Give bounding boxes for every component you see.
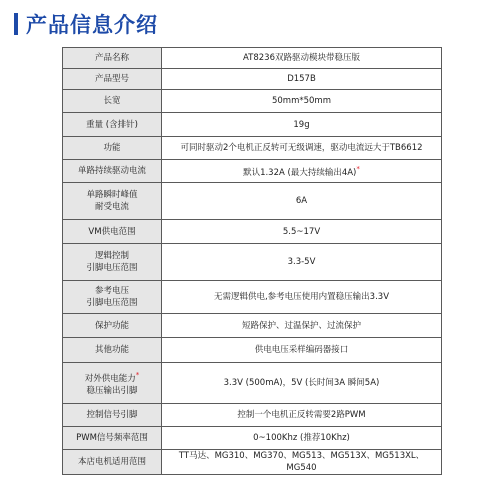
row-value: 0~100Khz (推荐10Khz) <box>162 427 442 450</box>
row-label-line: 引脚电压范围 <box>86 298 138 308</box>
table-row <box>63 363 442 404</box>
table-row <box>63 69 442 90</box>
title-block <box>14 8 158 40</box>
row-value: 6A <box>162 183 442 220</box>
row-label <box>63 363 162 404</box>
row-value: 5.5~17V <box>162 220 442 244</box>
table-row <box>63 113 442 137</box>
table-row <box>63 220 442 244</box>
row-label-line: 对外供电能力 <box>84 373 136 384</box>
table-row <box>63 427 442 450</box>
row-value: 19g <box>162 113 442 137</box>
table-row <box>63 338 442 363</box>
row-value: TT马达、MG310、MG370、MG513、MG513X、MG513XL、MG540 <box>162 450 442 475</box>
row-value: 可同时驱动2个电机正反转可无级调速，驱动电流远大于TB6612 <box>162 137 442 160</box>
row-label-line: 参考电压 <box>94 286 129 296</box>
row-label: 产品名称 <box>63 48 162 69</box>
title-accent-bar <box>14 13 18 35</box>
table-row <box>63 404 442 427</box>
row-value: 供电电压采样编码器接口 <box>162 338 442 363</box>
row-label: 单路持续驱动电流 <box>63 160 162 183</box>
row-label-line: 耐受电流 <box>94 202 129 212</box>
page-title: 产品信息介绍 <box>26 13 158 37</box>
row-value: AT8236双路驱动模块带稳压版 <box>162 48 442 69</box>
table-row <box>63 244 442 281</box>
row-label: VM供电范围 <box>63 220 162 244</box>
table-row <box>63 314 442 338</box>
row-label-line: 逻辑控制 <box>94 251 129 261</box>
row-value: 无需逻辑供电,参考电压使用内置稳压输出3.3V <box>162 281 442 314</box>
row-label: PWM信号频率范围 <box>63 427 162 450</box>
asterisk-mark: * <box>356 164 360 174</box>
row-value: 3.3V (500mA)，5V (长时间3A 瞬间5A) <box>162 363 442 404</box>
table-row <box>63 90 442 113</box>
row-value: 控制一个电机正反转需要2路PWM <box>162 404 442 427</box>
row-label: 产品型号 <box>63 69 162 90</box>
row-value: 3.3-5V <box>162 244 442 281</box>
table-row <box>63 160 442 183</box>
asterisk-mark: * <box>135 370 140 380</box>
row-label: 本店电机适用范围 <box>63 450 162 475</box>
row-label <box>63 281 162 314</box>
row-label <box>63 183 162 220</box>
row-label-line: 引脚电压范围 <box>86 263 138 273</box>
table-row <box>63 281 442 314</box>
table-row <box>63 137 442 160</box>
row-value: 短路保护、过温保护、过流保护 <box>162 314 442 338</box>
row-label: 控制信号引脚 <box>63 404 162 427</box>
table-row <box>63 183 442 220</box>
row-value-text: 默认1.32A (最大持续输出4A) <box>243 167 357 178</box>
row-label: 长宽 <box>63 90 162 113</box>
row-label: 重量 (含排针) <box>63 113 162 137</box>
row-value: 50mm*50mm <box>162 90 442 113</box>
table-row <box>63 48 442 69</box>
row-value: D157B <box>162 69 442 90</box>
row-label: 功能 <box>63 137 162 160</box>
table-row <box>63 450 442 475</box>
spec-table <box>62 47 442 475</box>
row-value <box>162 160 442 183</box>
row-label: 保护功能 <box>63 314 162 338</box>
row-label: 其他功能 <box>63 338 162 363</box>
row-label <box>63 244 162 281</box>
row-label-line: 单路瞬时峰值 <box>86 190 138 200</box>
row-label-line: 稳压输出引脚 <box>86 385 138 396</box>
